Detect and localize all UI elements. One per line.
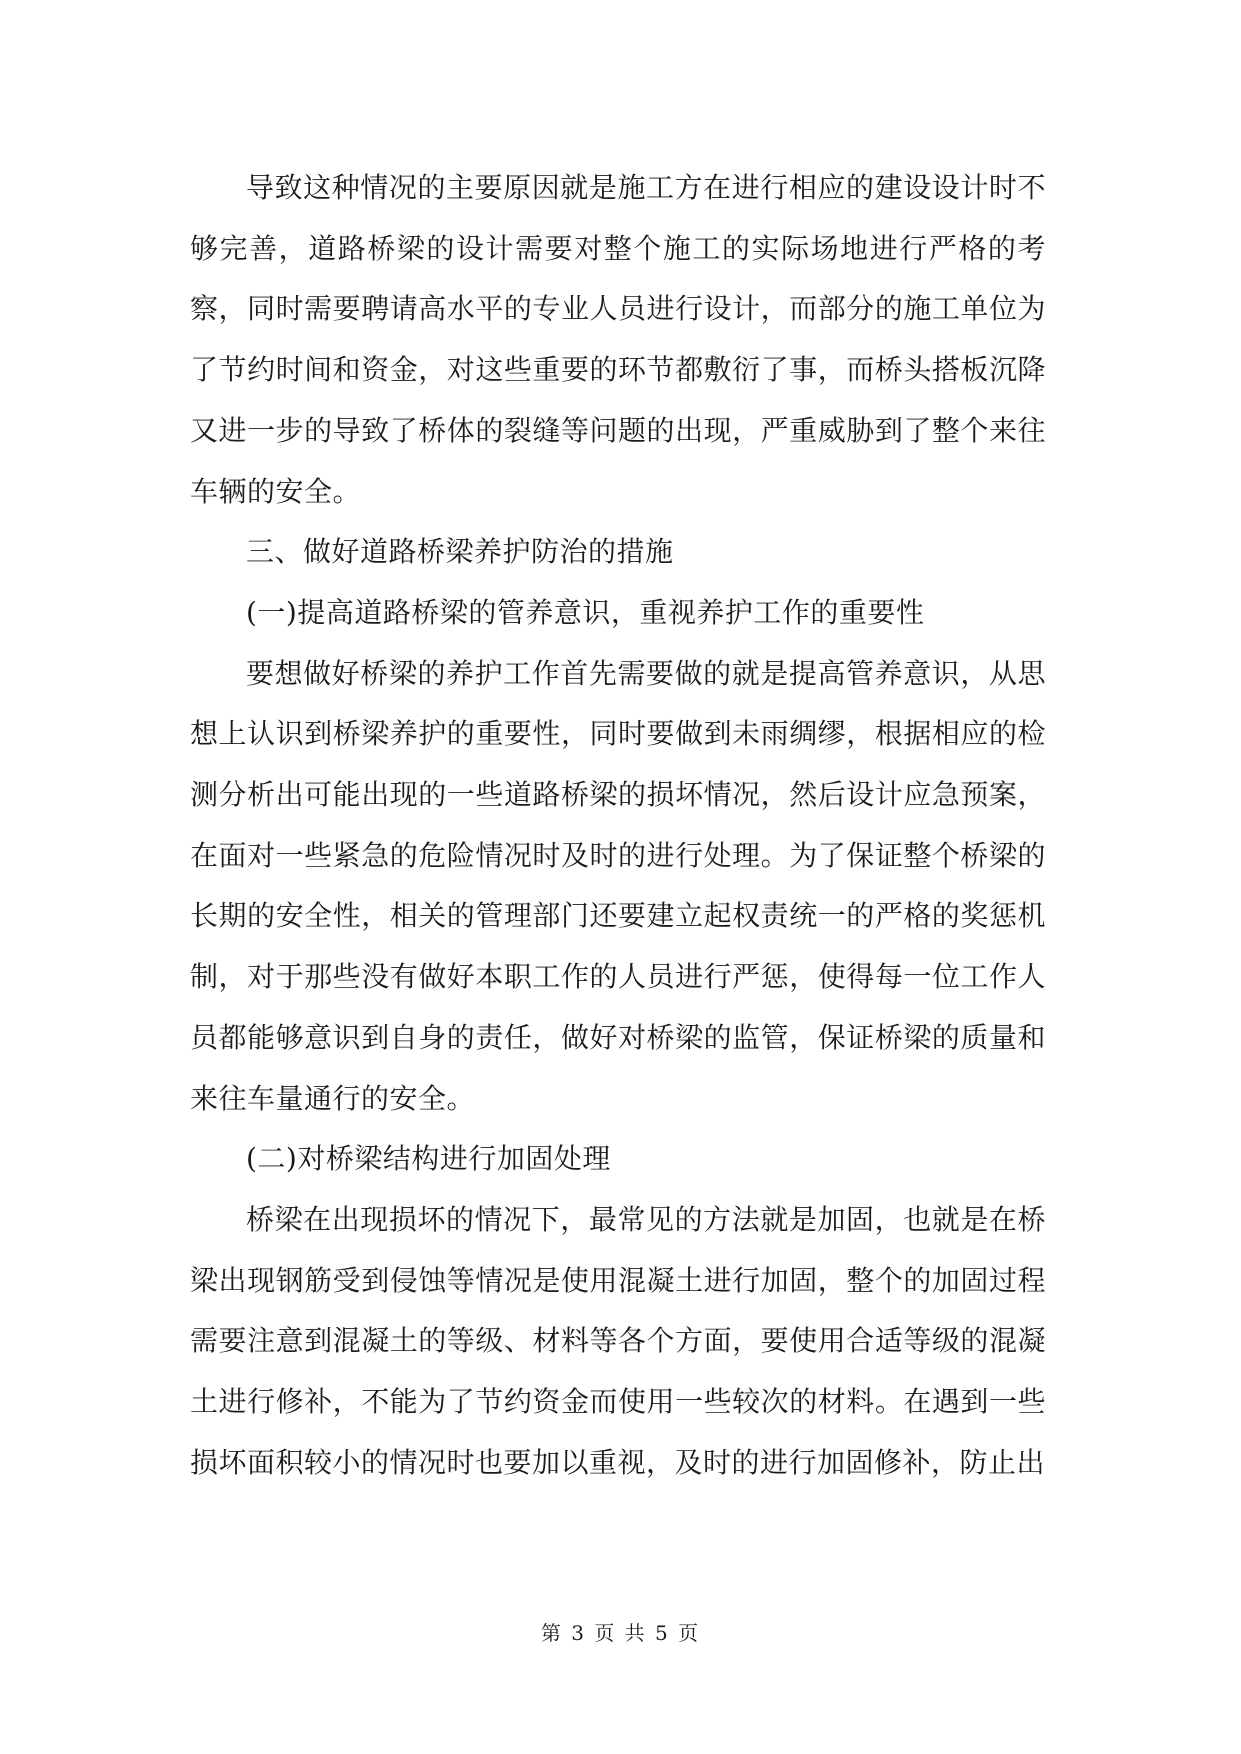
section-heading-measures: 三、做好道路桥梁养护防治的措施 — [246, 535, 674, 569]
document-body — [190, 158, 1046, 1493]
paragraph-cause: 导致这种情况的主要原因就是施工方在进行相应的建设设计时不够完善，道路桥梁的设计需要对整个施工的实际场地进行严格的考察，同时需要聘请高水平的专业人员进行设计，而部分的施工单位为了节约时间和资金，对这些重要的环节都敷衍了事，而桥头搭板沉降又进一步的导致了桥体的裂缝等问题的出现，严重威胁到了整个来往车辆的安全。 — [190, 171, 1046, 508]
subheading-awareness: (一)提高道路桥梁的管养意识，重视养护工作的重要性 — [246, 595, 925, 629]
subheading-reinforcement: (二)对桥梁结构进行加固处理 — [246, 1142, 611, 1176]
paragraph-reinforcement: 桥梁在出现损坏的情况下，最常见的方法就是加固，也就是在桥梁出现钢筋受到侵蚀等情况是使用混凝土进行加固，整个的加固过程需要注意到混凝土的等级、材料等各个方面，要使用合适等级的混凝土进行修补，不能为了节约资金而使用一些较次的材料。在遇到一些损坏面积较小的情况时也要加以重视，及时的进行加固修补，防止出 — [190, 1202, 1046, 1479]
paragraph-awareness: 要想做好桥梁的养护工作首先需要做的就是提高管养意识，从思想上认识到桥梁养护的重要性，同时要做到未雨绸缪，根据相应的检测分析出可能出现的一些道路桥梁的损坏情况，然后设计应急预案，在面对一些紧急的危险情况时及时的进行处理。为了保证整个桥梁的长期的安全性，相关的管理部门还要建立起权责统一的严格的奖惩机制，对于那些没有做好本职工作的人员进行严惩，使得每一位工作人员都能够意识到自身的责任，做好对桥梁的监管，保证桥梁的质量和来往车量通行的安全。 — [190, 656, 1046, 1115]
page-number-footer: 第 3 页 共 5 页 — [540, 1621, 701, 1645]
